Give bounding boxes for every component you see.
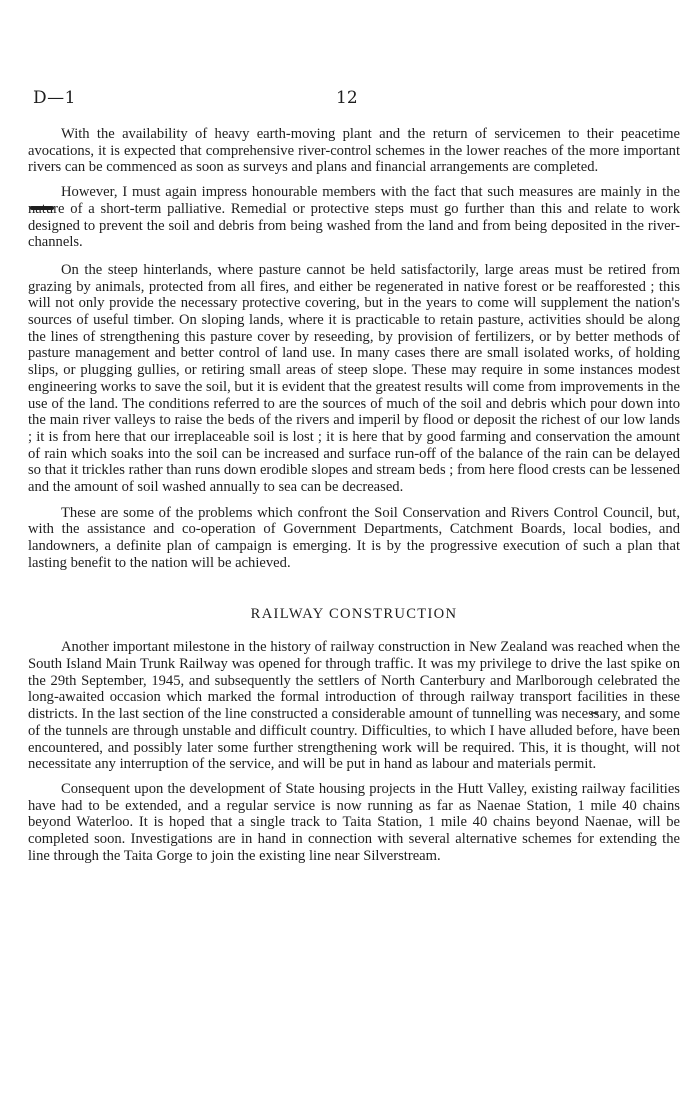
document-reference: D—1 (33, 88, 76, 108)
paragraph: These are some of the problems which confront the Soil Conservation and Rivers Control Council, but, with the assistance and co-operation of Government Departments, Catchment Boards, local bodies, and landowners, a definite plan of campaign is emerging. It is by the progressive execution of such a plan that lasting benefit to the nation will be achieved. (28, 504, 680, 571)
paragraph: On the steep hinterlands, where pasture cannot be held satisfactorily, large areas must be retired from grazing by animals, protected from all fires, and either be regenerated in native forest or be reafforested ; this will not only provide the necessary protective covering, but in the years to come will supplement the nation's sources of useful timber. On sloping lands, where it is practicable to retain pasture, activities should be along the lines of strengthening this pasture cover by reseeding, by provision of fertilizers, or by better methods of pasture management and better control of land use. In many cases there are small isolated works, of holding slips, or plugging gullies, or retiring small areas of steep slope. These may require in some instances modest engineering works to save the soil, but it is evident that the greatest results will come from improvements in the use of the land. The conditions referred to are the sources of much of the soil and debris which pour down into the main river valleys to raise the beds of the rivers and imperil by flood or deposit the richest of our low lands ; it is from here that our irreplaceable soil is lost ; it is here that by good farming and conservation the amount of rain which soaks into the soil can be increased and surface run-off of the balance of the rain can be delayed so that it trickles rather than runs down erodible slopes and stream beds ; from here flood crests can be lessened and the amount of soil washed annually to sea can be decreased. (28, 261, 680, 496)
paragraph: With the availability of heavy earth-moving plant and the return of servicemen to their peacetime avocations, it is expected that comprehensive river-control schemes in the lower reaches of the more important rivers can be commenced as soon as surveys and plans and financial arrangements are completed. (28, 126, 680, 176)
page-number: 12 (336, 88, 358, 108)
section-heading: RAILWAY CONSTRUCTION (250, 605, 458, 622)
paragraph: Consequent upon the development of State housing projects in the Hutt Valley, existing railway facilities have had to be extended, and a regular service is now running as far as Naenae Station, 1 mile 40 chains beyond Waterloo. It is hoped that a single track to Taita Station, 1 mile 40 chains beyond Naenae, will be completed soon. Investigations are in hand in connection with several alternative schemes for extending the line through the Taita Gorge to join the existing line near Silverstream. (28, 780, 680, 864)
paragraph: However, I must again impress honourable members with the fact that such measures are mainly in the nature of a short-term palliative. Remedial or protective steps must go further than this and relate to work designed to prevent the soil and debris from being washed from the land and from being deposited in the river-channels. (28, 184, 680, 251)
document-body (28, 126, 680, 872)
paragraph: Another important milestone in the history of railway construction in New Zealand was reached when the South Island Main Trunk Railway was opened for through traffic. It was my privilege to drive the last spike on the 29th September, 1945, and subsequently the settlers of North Canterbury and Marlborough celebrated the long-awaited occasion which marked the formal introduction of through railway transport facilities in these districts. In the last section of the line constructed a considerable amount of tunnelling was necessary, and some of the tunnels are through unstable and difficult country. Difficulties, to which I have alluded before, have been encountered, and possibly later some further strengthening work will be required. This, it is thought, will not necessitate any interruption of the service, and will be put in hand as labour and materials permit. (28, 639, 680, 773)
